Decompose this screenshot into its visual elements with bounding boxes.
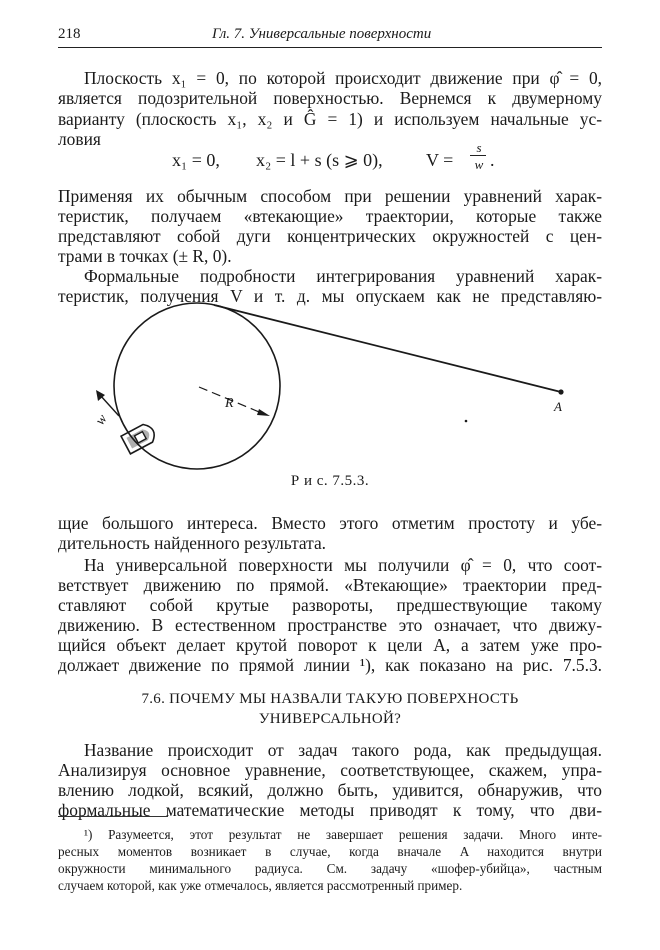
section-heading-line-2: УНИВЕРСАЛЬНОЙ? [258, 711, 402, 727]
paragraph-4-line: ветствует движению по прямой. «Втекающие» траектории пред- [58, 575, 602, 595]
paragraph-3-line: дительность найденного результата. [58, 533, 327, 553]
velocity-label: w [92, 412, 111, 429]
paragraph-3-line: теристик, получения V и т. д. мы опускаем как не представляю- [58, 286, 602, 306]
paragraph-2-line: Применяя их обычным способом при решении уравнений харак- [58, 186, 602, 206]
initial-conditions-formula [58, 140, 602, 176]
stray-dot [465, 420, 468, 423]
header-rule [58, 47, 602, 48]
paragraph-2-line: теристик, получаем «втекающие» траектории, которые также [58, 206, 602, 226]
running-title: Гл. 7. Универсальные поверхности [212, 26, 432, 42]
footnote-line: ресных моментов возникает в случае, когда вначале A находится внутри [58, 844, 602, 859]
paragraph-5-line: Название происходит от задач такого рода, как предыдущая. [84, 740, 602, 760]
boat-icon [121, 422, 158, 454]
formula-v-numerator: s [476, 140, 482, 155]
footnote-line: окружности минимального радиуса. См. задачу «шофер-убийца», частным [58, 861, 602, 876]
target-label: A [554, 399, 562, 414]
paragraph-1-line: варианту (плоскость x₁, x₂ и Ĝ = 1) и используем начальные ус- [58, 109, 602, 129]
paragraph-4-line: щийся объект делает крутой поворот к цели A, а затем уже про- [58, 635, 602, 655]
paragraph-1-line: является подозрительной поверхностью. Вернемся к двумерному [58, 88, 602, 108]
target-point [558, 389, 563, 394]
paragraph-4-line: движению. В естественном пространстве это означает, что движу- [58, 615, 602, 635]
paragraph-4-line: ставляют собой крутые развороты, предшествующие такому [58, 595, 602, 615]
formula-fraction-bar [470, 155, 486, 156]
footnote-rule [58, 816, 168, 817]
formula-v-denominator: w [474, 157, 484, 172]
formula-end: . [490, 150, 495, 170]
formula-x1: x₁ = 0, [172, 150, 220, 170]
paragraph-2-line: представляют собой дуги концентрических окружностей с цен- [58, 226, 602, 246]
paragraph-5-line: влению лодкой, всякий, должно быть, удивится, обнаружив, что [58, 780, 602, 800]
straight-trajectory [214, 305, 561, 392]
page-number: 218 [58, 26, 81, 42]
formula-v-lhs: V = [426, 150, 454, 170]
paragraph-3-line: Формальные подробности интегрирования уравнений харак- [84, 266, 602, 286]
paragraph-4-line: На универсальной поверхности мы получили φ̂ = 0, что соот- [84, 555, 602, 575]
figure-caption: Р и с. 7.5.3. [290, 473, 370, 489]
paragraph-4-line: должает движение по прямой линии ¹), как показано на рис. 7.5.3. [58, 655, 602, 675]
paragraph-1-line: ловия [58, 129, 101, 149]
formula-x2: x₂ = l + s (s ⩾ 0), [256, 150, 383, 170]
paragraph-1-line: Плоскость x₁ = 0, по которой происходит движение при φ̂ = 0, [84, 68, 602, 88]
paragraph-5-line: формальные математические методы приводят к тому, что дви- [58, 800, 602, 820]
paragraph-5-line: Анализируя основное уравнение, соответствующее, скажем, упра- [58, 760, 602, 780]
radius-label: R [225, 396, 234, 411]
paragraph-2-line: трами в точках (± R, 0). [58, 246, 232, 266]
footnote-line: ¹) Разумеется, этот результат не завершает решения задачи. Много инте- [84, 827, 602, 842]
section-heading: 7.6. ПОЧЕМУ МЫ НАЗВАЛИ ТАКУЮ ПОВЕРХНОСТЬ [141, 691, 519, 707]
footnote-line: случаем которой, как уже отмечалось, является рассмотренный пример. [58, 878, 463, 893]
figure-7-5-3 [0, 300, 660, 470]
radius-arrowhead [257, 409, 270, 416]
paragraph-3-line: щие большого интереса. Вместо этого отметим простоту и убе- [58, 513, 602, 533]
